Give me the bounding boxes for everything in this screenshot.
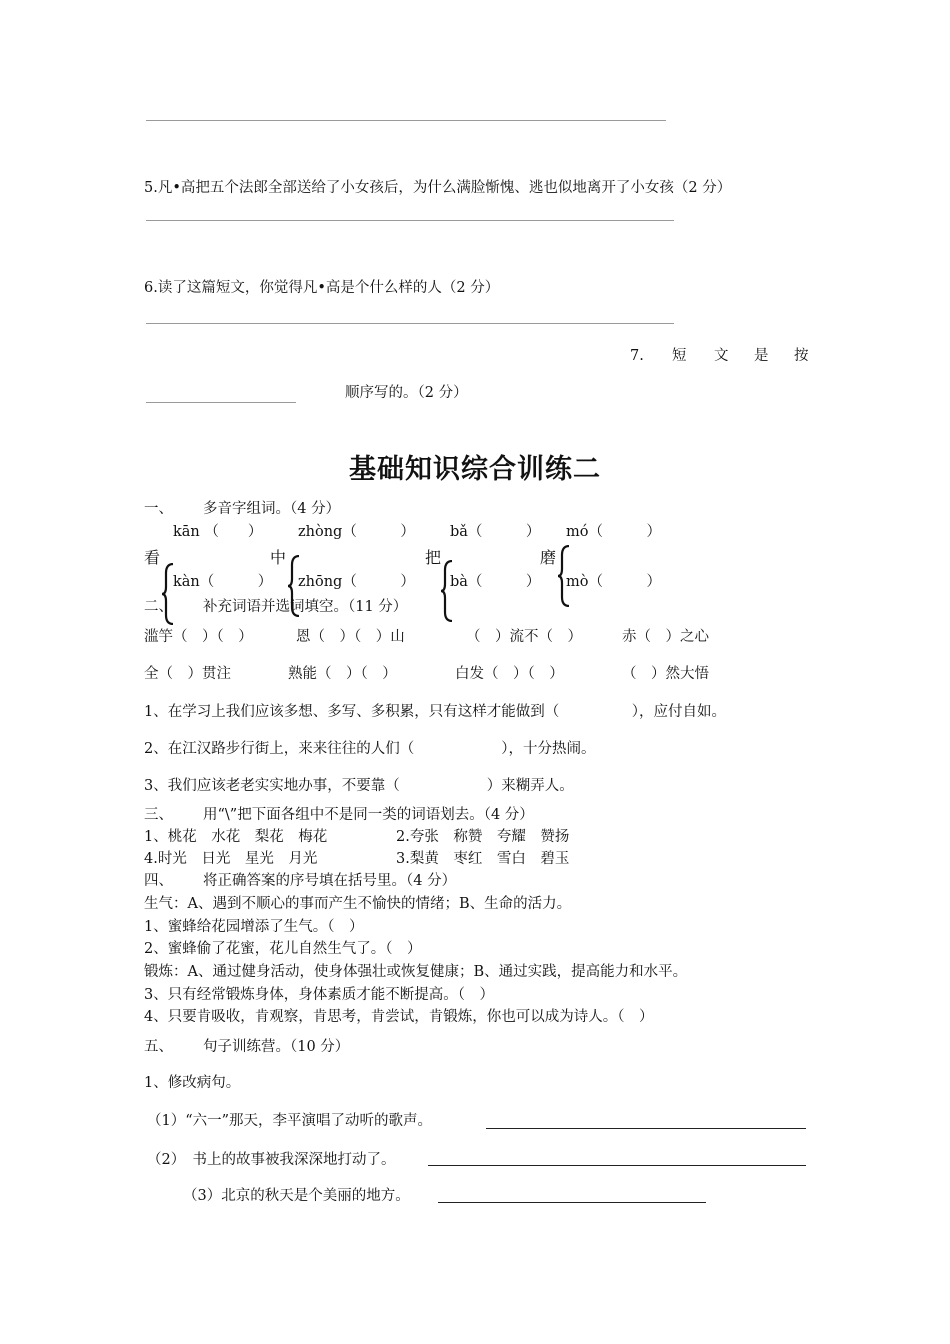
section-1-heading: 多音字组词。（4 分） bbox=[203, 501, 341, 517]
pinyin-top-2: zhòng（ ） bbox=[298, 524, 415, 540]
question-6: 6.读了这篇短文，你觉得凡•高是个什么样的人（2 分） bbox=[144, 280, 500, 296]
section-2-heading: 补充词语并选词填空。（11 分） bbox=[203, 599, 408, 615]
choice-item-2: 2、蜜蜂偷了花蜜，花儿自然生气了。（ ） bbox=[144, 941, 422, 957]
faulty-sentence-2: （2） 书上的故事被我深深地打动了。 bbox=[147, 1152, 396, 1168]
section-5-heading: 句子训练营。（10 分） bbox=[203, 1039, 350, 1055]
word-group-1: 1、桃花 水花 梨花 梅花 bbox=[144, 829, 328, 845]
word-group-2: 2.夸张 称赞 夸耀 赞扬 bbox=[396, 829, 570, 845]
pinyin-top-4: mó（ ） bbox=[566, 524, 661, 540]
section-5-number: 五、 bbox=[144, 1039, 173, 1055]
question-7-tail: 顺序写的。（2 分） bbox=[345, 385, 468, 401]
definition-1: 生气：A、遇到不顺心的事而产生不愉快的情绪；B、生命的活力。 bbox=[144, 896, 572, 912]
definition-2: 锻炼：A、通过健身活动，使身体强壮或恢复健康；B、通过实践，提高能力和水平。 bbox=[144, 964, 688, 980]
idiom-fill-4: 赤（ ）之心 bbox=[622, 629, 709, 645]
polyphone-char-2: 中 bbox=[270, 548, 287, 567]
pinyin-top-3: bǎ（ ） bbox=[450, 524, 541, 540]
polyphone-char-4: 磨 bbox=[540, 548, 557, 567]
faulty-sentence-1: （1）“六一”那天，李平演唱了动听的歌声。 bbox=[147, 1113, 433, 1129]
choice-item-3: 3、只有经常锻炼身体，身体素质才能不断提高。（ ） bbox=[144, 987, 494, 1003]
fill-sentence-2: 2、在江汉路步行街上，来来往往的人们（ ），十分热闹。 bbox=[144, 741, 596, 757]
idiom-fill-6: 熟能（ ）（ ） bbox=[288, 666, 397, 682]
idiom-fill-1: 滥竽（ ）（ ） bbox=[144, 629, 253, 645]
subsection-title: 1、修改病句。 bbox=[144, 1075, 241, 1091]
pinyin-bottom-3: bà（ ） bbox=[450, 574, 541, 590]
pinyin-bottom-4: mò（ ） bbox=[566, 574, 661, 590]
idiom-fill-5: 全（ ）贯注 bbox=[144, 666, 231, 682]
section-3-number: 三、 bbox=[144, 807, 173, 823]
brace-icon bbox=[440, 560, 454, 622]
faulty-sentence-3: （3）北京的秋天是个美丽的地方。 bbox=[183, 1188, 410, 1204]
polyphone-char-1: 看 bbox=[144, 548, 161, 567]
fill-sentence-3: 3、我们应该老老实实地办事，不要靠（ ）来糊弄人。 bbox=[144, 778, 574, 794]
idiom-fill-2: 恩（ ）（ ）山 bbox=[296, 629, 405, 645]
question-7: 7. 短 文 是 按 bbox=[630, 348, 809, 364]
answer-line[interactable] bbox=[146, 120, 666, 121]
choice-item-4: 4、只要肯吸收，肯观察，肯思考，肯尝试，肯锻炼，你也可以成为诗人。（ ） bbox=[144, 1009, 654, 1025]
section-4-heading: 将正确答案的序号填在括号里。（4 分） bbox=[203, 873, 457, 889]
answer-line[interactable] bbox=[438, 1202, 706, 1203]
word-group-3: 3.梨黄 枣红 雪白 碧玉 bbox=[396, 851, 570, 867]
idiom-fill-8: （ ）然大悟 bbox=[622, 666, 709, 682]
pinyin-bottom-1: kàn（ ） bbox=[173, 574, 273, 590]
section-4-number: 四、 bbox=[144, 873, 173, 889]
answer-line[interactable] bbox=[486, 1128, 806, 1129]
answer-line[interactable] bbox=[146, 402, 296, 403]
question-5: 5.凡•高把五个法郎全部送给了小女孩后，为什么满脸惭愧、逃也似地离开了小女孩（2 分） bbox=[144, 180, 732, 196]
pinyin-top-1: kān （ ） bbox=[173, 524, 263, 540]
word-group-4: 4.时光 日光 星光 月光 bbox=[144, 851, 318, 867]
answer-line[interactable] bbox=[146, 220, 674, 221]
answer-line[interactable] bbox=[146, 323, 674, 324]
idiom-fill-3: （ ）流不（ ） bbox=[466, 629, 582, 645]
polyphone-char-3: 把 bbox=[425, 548, 442, 567]
section-1-number: 一、 bbox=[144, 501, 173, 517]
page-title: 基础知识综合训练二 bbox=[349, 454, 601, 485]
fill-sentence-1: 1、在学习上我们应该多想、多写、多积累，只有这样才能做到（ ），应付自如。 bbox=[144, 704, 726, 720]
answer-line[interactable] bbox=[428, 1165, 806, 1166]
section-2-number: 二、 bbox=[144, 599, 173, 615]
pinyin-bottom-2: zhōng（ ） bbox=[298, 574, 415, 590]
idiom-fill-7: 白发（ ）（ ） bbox=[455, 666, 564, 682]
choice-item-1: 1、蜜蜂给花园增添了生气。（ ） bbox=[144, 919, 364, 935]
section-3-heading: 用“\”把下面各组中不是同一类的词语划去。（4 分） bbox=[203, 807, 534, 823]
